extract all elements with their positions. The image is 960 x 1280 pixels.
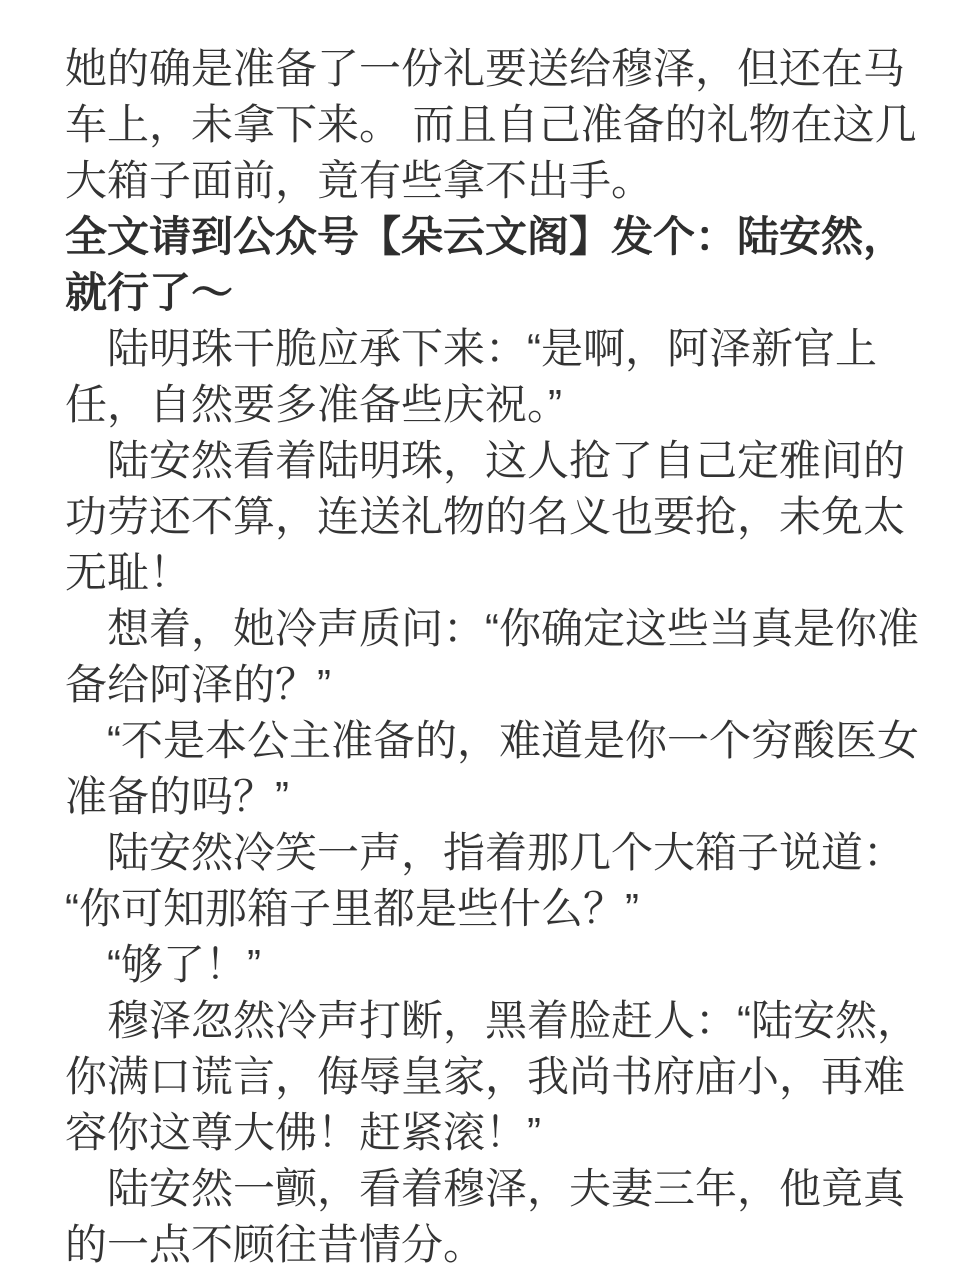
text-line: 备给阿泽的？” <box>65 661 331 708</box>
paragraph <box>65 433 920 601</box>
paragraph <box>65 825 920 937</box>
text-line: “不是本公主准备的，难道是你一个穷酸医女 <box>107 717 919 764</box>
text-line: 全文请到公众号【朵云文阁】发个：陆安然， <box>65 213 906 260</box>
text-line: 的一点不顾往昔情分。 <box>65 1221 486 1268</box>
text-line: 功劳还不算，连送礼物的名义也要抢，未免太 <box>65 493 906 540</box>
paragraph <box>65 321 920 433</box>
text-line: 穆泽忽然冷声打断，黑着脸赶人：“陆安然， <box>107 997 919 1044</box>
text-line: 无耻！ <box>65 549 192 596</box>
text-line: 陆安然看着陆明珠，这人抢了自己定雅间的 <box>107 437 906 484</box>
text-line: 准备的吗？” <box>65 773 289 820</box>
text-line: “你可知那箱子里都是些什么？” <box>65 885 639 932</box>
text-line: 想着，她冷声质问：“你确定这些当真是你准 <box>107 605 919 652</box>
text-line: 陆明珠干脆应承下来：“是啊，阿泽新官上 <box>107 325 877 372</box>
paragraph <box>65 937 920 993</box>
text-line: 任，自然要多准备些庆祝。” <box>65 381 562 428</box>
paragraph <box>65 993 920 1161</box>
paragraph <box>65 1161 920 1273</box>
text-line: 陆安然冷笑一声，指着那几个大箱子说道： <box>107 829 906 876</box>
paragraph <box>65 601 920 713</box>
text-line: “够了！” <box>107 941 261 988</box>
text-line: 大箱子面前，竟有些拿不出手。 <box>65 157 654 204</box>
text-line: 你满口谎言，侮辱皇家，我尚书府庙小，再难 <box>65 1053 906 1100</box>
text-line: 容你这尊大佛！赶紧滚！” <box>65 1109 541 1156</box>
text-line: 就行了～ <box>65 269 234 316</box>
text-line: 车上，未拿下来。 而且自己准备的礼物在这几 <box>65 101 917 148</box>
paragraph <box>65 41 920 209</box>
paragraph <box>65 713 920 825</box>
text-line: 陆安然一颤，看着穆泽，夫妻三年，他竟真 <box>107 1165 906 1212</box>
text-line: 她的确是准备了一份礼要送给穆泽，但还在马 <box>65 45 906 92</box>
promo-paragraph <box>65 209 920 321</box>
